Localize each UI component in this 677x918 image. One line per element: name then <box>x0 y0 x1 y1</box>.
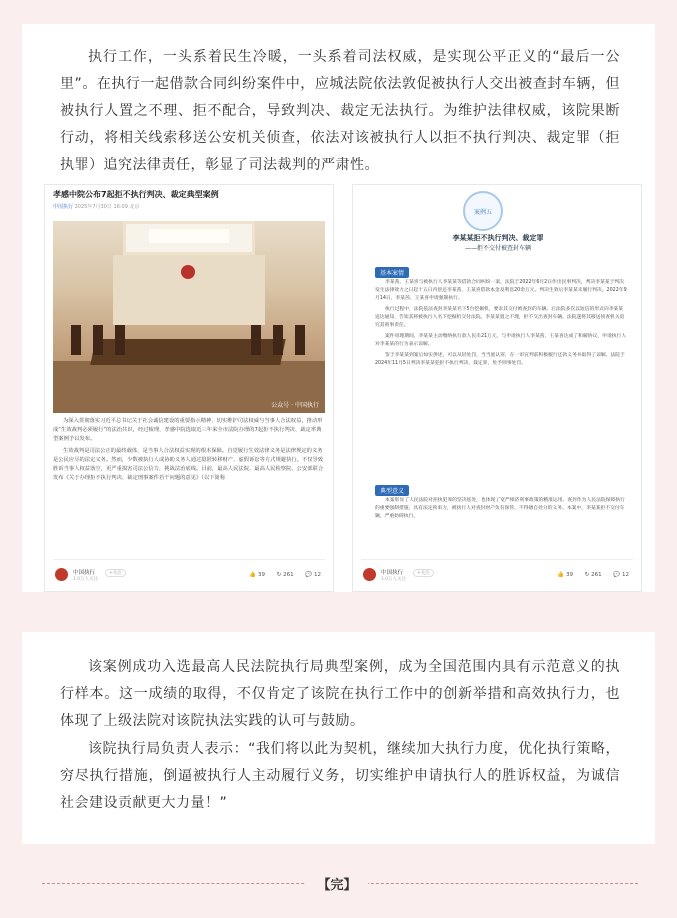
news-body-para: 生效裁判是司法公正的最终载体，是当事人合法权益实现的根本保障。自觉履行生效法律义务是法律规定的义务是公民应尽的法定义务。然而，少数被执行人或协助义务人通过隐匿转移财产、虚假诉讼等方式规避执行。不仅导致胜诉当事人权益落空，更严重损害司法公信力，挑战法治底线。目前，最高人民法院、最高人民检察院、公安部联合发布《关于办理拒不执行判决、裁定刑事案件若干问题的意见》（以下简称 <box>53 448 324 481</box>
chair <box>71 325 81 355</box>
likes-count[interactable]: 👍 39 <box>557 572 574 578</box>
shares-count[interactable]: ↻ 261 <box>276 572 294 578</box>
account-avatar <box>363 568 376 581</box>
article-card-bottom <box>22 632 655 844</box>
chair <box>295 325 305 355</box>
news-source: 中国执行 <box>53 204 74 210</box>
news-screenshot-left <box>44 184 334 592</box>
chair <box>93 325 103 355</box>
account-name: 中国执行 <box>73 570 96 576</box>
news-date: 2025年7月30日 16:09 北京 <box>74 204 140 210</box>
news-footer <box>53 559 325 587</box>
case-facts-body <box>375 279 627 371</box>
case-subtitle: ——拒不交付被查封车辆 <box>464 245 531 252</box>
chair <box>273 325 283 355</box>
news-title: 孝感中院公布7起拒不执行判决、裁定典型案例 <box>53 190 219 199</box>
follow-button[interactable]: +关注 <box>413 569 434 577</box>
photo-watermark: 公众号 · 中国执行 <box>271 402 319 409</box>
news-stats <box>547 572 629 578</box>
article-card-top <box>22 24 655 592</box>
section-heading-facts: 基本案情 <box>375 267 409 278</box>
account-followers: 1.0万人关注 <box>73 577 99 582</box>
news-body <box>53 417 325 547</box>
article-paragraph-result: 该案例成功入选最高人民法院执行局典型案例，成为全国范围内具有示范意义的执行样本。这一成绩的取得，不仅肯定了该院在执行工作中的创新举措和高效执行力，也体现了上级法院对该院执法实践的认可与鼓励。 <box>60 659 620 729</box>
courtroom-photo <box>53 221 325 413</box>
section-heading-significance: 典型意义 <box>375 485 409 496</box>
comments-count[interactable]: 💬 12 <box>613 572 629 578</box>
case-significance-para: 本案彰显了人民法院对拒执犯罪的坚决惩处，也体现了宽严相济刑事政策的精准运用。查封作为人民法院保障执行的重要强制措施，具有法定拘束力，被执行人对查封财产负有保管、不得擅自处分的义务。本案中，李某某拒不交付车辆，严重妨碍执行。 <box>375 498 625 519</box>
case-facts-para: 鉴于李某某到案后如实供述，可以从轻处罚，当当庭认罪，在一审宣判前积极履行还款义务并取得了谅解。法院于2024年11月5日判决李某某犯拒不执行判决、裁定罪，免予刑事处罚。 <box>375 353 625 366</box>
chairs-group <box>71 317 307 365</box>
case-number-badge: 案例五 <box>463 191 503 231</box>
account-followers: 1.0万人关注 <box>381 577 407 582</box>
ceiling-light <box>149 229 229 243</box>
article-paragraph-quote: 该院执行局负责人表示：“我们将以此为契机，继续加大执行力度，优化执行策略，穷尽执行措施，倒逼被执行人主动履行义务，切实维护申请执行人的胜诉权益，为诚信社会建设贡献更大力量！” <box>60 741 620 811</box>
news-footer <box>361 559 633 587</box>
end-mark: 【完】 <box>306 874 368 893</box>
news-body-para: 为深入贯彻落实习近平总书记关于社会诚信建设的重要指示精神，切实维护司法权威与当事人合法权益，推动形成“生效裁判必须履行”的法治共识，经过梳理，孝感中院选取近三年来全市法院办理的7起拒不执行判决、裁定率典型案例予以发布。 <box>53 418 323 442</box>
article-paragraph-intro: 执行工作，一头系着民生冷暖，一头系着司法权威，是实现公平正义的“最后一公里”。在执行一起借款合同纠纷案件中，应城法院依法敦促被执行人交出被查封车辆，但被执行人置之不理、拒不配合，导致判决、裁定无法执行。为维护法律权威，该院果断行动，将相关线索移送公安机关侦查，依法对该被执行人以拒不执行判决、裁定罪（拒执罪）追究法律责任，彰显了司法裁判的严肃性。 <box>60 49 620 173</box>
account-avatar <box>55 568 68 581</box>
likes-count[interactable]: 👍 39 <box>249 572 266 578</box>
news-stats <box>239 572 321 578</box>
case-facts-para: 执行过程中，法院依法查封李某某名下5台挖掘机，要求其交付被查封的车辆。后法院多次以短信的形式向李某某送达通知，告知其将被执行人名下挖掘机交付法院。李某某置之不理，拒不交出查封车辆。法院遂将其移送侦查机关追究其刑事责任。 <box>375 307 625 328</box>
court-emblem-icon <box>181 265 195 279</box>
news-meta <box>53 203 139 210</box>
case-significance-body <box>375 497 627 524</box>
shares-count[interactable]: ↻ 261 <box>584 572 602 578</box>
follow-button[interactable]: +关注 <box>105 569 126 577</box>
case-title: 李某某拒不执行判决、裁定罪 <box>452 234 544 242</box>
case-facts-para: 李某茜、王某喜与被执行人李某某等借款合同纠纷一案，法院于2022年6月2日作出民事判决，判决李某某于判决发生法律效力之日起十五日内偿还李某茜、王某喜借款本金及利息20余万元。判决生效后李某某未履行判决。2022年9月14日，李某茜、王某喜申请强制执行。 <box>375 280 627 301</box>
news-screenshot-right <box>352 184 642 592</box>
account-name: 中国执行 <box>381 570 404 576</box>
chair <box>115 325 125 355</box>
comments-count[interactable]: 💬 12 <box>305 572 321 578</box>
chair <box>251 325 261 355</box>
case-facts-para: 案件审理期间，李某某主动缴纳执行款人民币21万元，与申请执行人李某茜、王某喜达成了和解协议，申请执行人对李某某的行为表示谅解。 <box>375 334 627 347</box>
